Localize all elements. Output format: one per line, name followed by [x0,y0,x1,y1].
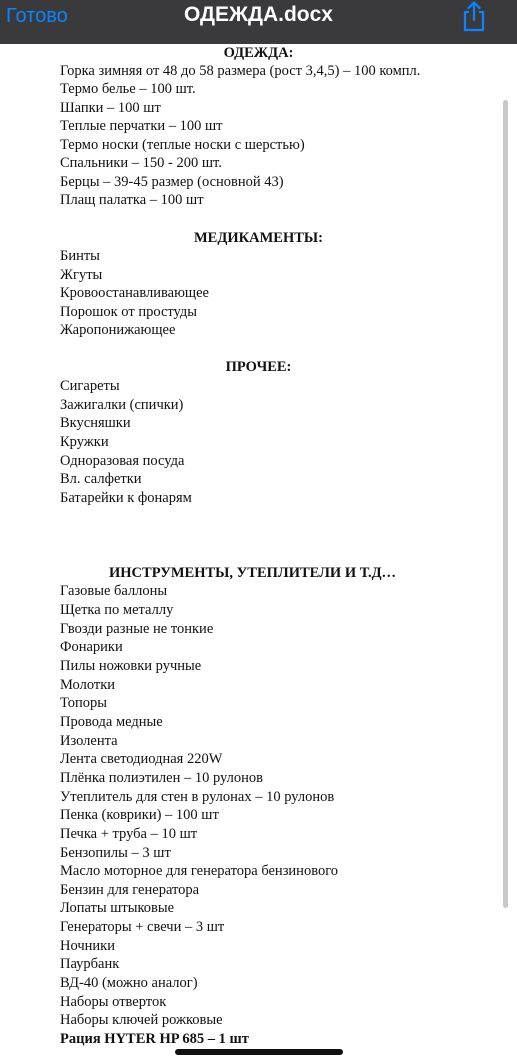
top-toolbar [0,0,517,44]
scrollbar[interactable] [503,100,508,908]
list-item: Шапки – 100 шт [60,100,161,116]
list-item: Ночники [60,938,115,954]
list-item: Бинты [60,248,100,264]
list-item: Батарейки к фонарям [60,490,192,506]
list-item: Провода медные [60,714,163,730]
list-item: Зажигалки (спички) [60,397,184,413]
list-item: Паурбанк [60,956,120,972]
list-item: Наборы отверток [60,994,167,1010]
share-icon[interactable] [459,0,489,32]
list-item: Термо носки (теплые носки с шерстью) [60,137,305,153]
list-item: Плащ палатка – 100 шт [60,192,204,208]
list-item: Лента светодиодная 220W [60,751,223,767]
list-item: Рация HYTER HP 685 – 1 шт [60,1031,249,1047]
list-item: Жгуты [60,267,103,283]
home-indicator[interactable] [175,1049,343,1055]
section-heading-tools: ИНСТРУМЕНТЫ, УТЕПЛИТЕЛИ И Т.Д… [109,565,397,581]
list-item: Вл. салфетки [60,471,142,487]
list-item: Масло моторное для генератора бензинового [60,863,339,879]
list-item: Пенка (коврики) – 100 шт [60,807,219,823]
section-heading-medicine: МЕДИКАМЕНТЫ: [194,230,323,246]
list-item: Печка + труба – 10 шт [60,826,198,842]
list-item: Бензин для генератора [60,882,200,898]
list-item: Кровоостанавливающее [60,285,209,301]
list-item: Топоры [60,695,108,711]
list-item: Жаропонижающее [60,322,176,338]
list-item: Генераторы + свечи – 3 шт [60,919,225,935]
section-heading-misc: ПРОЧЕЕ: [225,359,292,375]
list-item: Сигареты [60,378,120,394]
list-item: Лопаты штыковые [60,900,175,916]
list-item: Пилы ножовки ручные [60,658,202,674]
list-item: Термо белье – 100 шт. [60,81,196,97]
list-item: Спальники – 150 - 200 шт. [60,155,222,171]
section-heading-clothing: ОДЕЖДА: [223,45,294,61]
list-item: Молотки [60,677,116,693]
list-item: Горка зимняя от 48 до 58 размера (рост 3,4,5) – 100 компл. [60,63,421,79]
list-item: Теплые перчатки – 100 шт [60,118,223,134]
list-item: Изолента [60,733,118,749]
list-item: Утеплитель для стен в рулонах – 10 рулонов [60,789,335,805]
list-item: Одноразовая посуда [60,453,185,469]
list-item: Щетка по металлу [60,602,174,618]
list-item: Вкусняшки [60,415,131,431]
document-body [0,44,517,1064]
list-item: Плёнка полиэтилен – 10 рулонов [60,770,263,786]
list-item: Порошок от простуды [60,304,197,320]
done-button[interactable]: Готово [6,5,68,27]
list-item: Газовые баллоны [60,583,168,599]
document-title: ОДЕЖДА.docx [184,3,333,26]
list-item: Кружки [60,434,109,450]
list-item: Фонарики [60,639,123,655]
list-item: ВД-40 (можно аналог) [60,975,198,991]
list-item: Берцы – 39-45 размер (основной 43) [60,174,284,190]
list-item: Гвозди разные не тонкие [60,621,214,637]
list-item: Бензопилы – 3 шт [60,845,171,861]
list-item: Наборы ключей рожковые [60,1012,223,1028]
